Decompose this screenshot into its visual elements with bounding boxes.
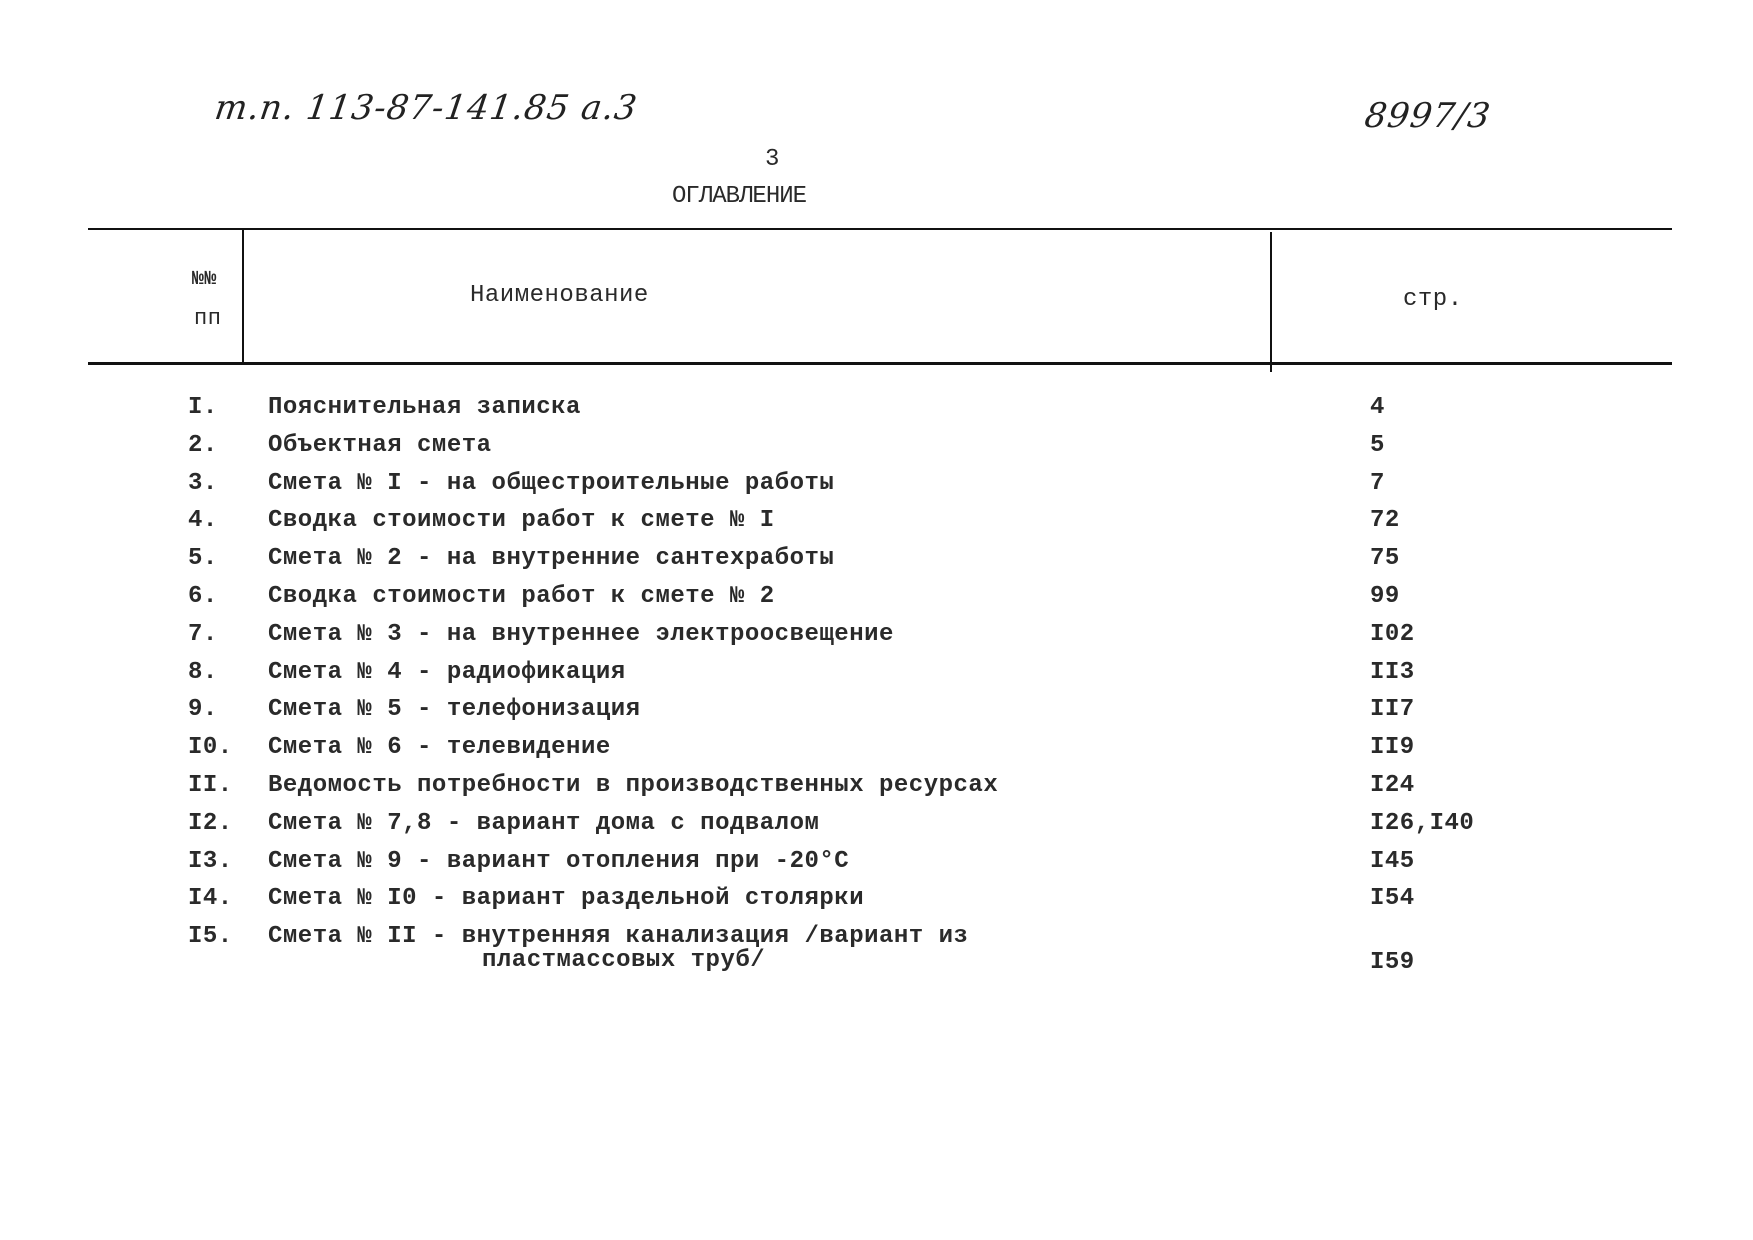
row-page: I02 [1370,620,1415,648]
row-name: Смета № 7,8 - вариант дома с подвалом [268,809,820,837]
row-number: I. [188,394,218,421]
page-title: ОГЛАВЛЕНИЕ [672,183,807,210]
row-number: 2. [188,431,218,459]
header-page: стр. [1403,286,1463,313]
row-name: Смета № I0 - вариант раздельной столярки [268,885,865,913]
toc-row [0,923,1753,977]
row-number: 3. [188,469,218,497]
toc-row [0,583,1753,619]
toc-row [0,659,1753,695]
row-name: Смета № 2 - на внутренние сантехработы [268,545,835,573]
row-page: 4 [1370,394,1385,421]
row-name: Объектная смета [268,431,492,459]
toc-row [0,885,1753,921]
handwritten-number: 8997/3 [1362,96,1494,136]
row-name: Смета № 9 - вариант отопления при -20°С [268,847,850,875]
row-page: 75 [1370,545,1400,573]
handwritten-code: т.п. 113-87-141.85 а.3 [212,88,640,128]
toc-row [0,848,1753,884]
row-name: Смета № II - внутренняя канализация /вариант из [268,923,969,951]
row-number: 9. [188,696,218,724]
toc-row [0,394,1753,430]
column-divider [1270,232,1272,372]
toc-row [0,507,1753,543]
row-name: Смета № 3 - на внутреннее электроосвещение [268,620,894,648]
row-page: II7 [1370,696,1415,724]
row-number: 8. [188,658,218,686]
row-name: Смета № I - на общестроительные работы [268,469,835,497]
toc-row [0,545,1753,581]
row-page: I24 [1370,772,1415,799]
row-page: I59 [1370,949,1415,977]
row-page: I54 [1370,885,1415,913]
toc-row [0,810,1753,846]
toc-row [0,470,1753,506]
row-number: I0. [188,734,233,762]
header-number-sub: пп [194,306,222,331]
row-name: Пояснительная записка [268,394,581,421]
row-page: I45 [1370,847,1415,875]
row-number: I5. [188,923,233,951]
row-name: Смета № 5 - телефонизация [268,696,641,724]
row-number: I4. [188,885,233,913]
row-name-continuation: пластмассовых труб/ [482,947,766,975]
toc-row [0,432,1753,468]
header-number: №№ [192,268,218,291]
row-name: Смета № 6 - телевидение [268,734,611,762]
row-page: 7 [1370,469,1385,497]
row-name: Сводка стоимости работ к смете № 2 [268,583,775,610]
row-page: 5 [1370,431,1385,459]
row-name: Сводка стоимости работ к смете № I [268,507,775,535]
row-number: 5. [188,545,218,573]
row-number: 6. [188,583,218,610]
row-page: II9 [1370,734,1415,762]
page-number: 3 [765,146,780,173]
row-name: Смета № 4 - радиофикация [268,658,626,686]
row-number: I2. [188,809,233,837]
table-top-rule [88,228,1672,230]
row-page: II3 [1370,658,1415,686]
row-page: 72 [1370,507,1400,535]
toc-row [0,696,1753,732]
row-name: Ведомость потребности в производственных ресурсах [268,772,999,799]
row-page: 99 [1370,583,1400,610]
column-divider [242,230,244,363]
table-header-bottom-rule [88,362,1672,365]
toc-row [0,772,1753,808]
row-number: II. [188,772,233,799]
row-number: I3. [188,847,233,875]
row-number: 7. [188,620,218,648]
toc-row [0,621,1753,657]
toc-row [0,734,1753,770]
row-page: I26,I40 [1370,809,1475,837]
header-name: Наименование [470,282,649,309]
row-number: 4. [188,507,218,535]
